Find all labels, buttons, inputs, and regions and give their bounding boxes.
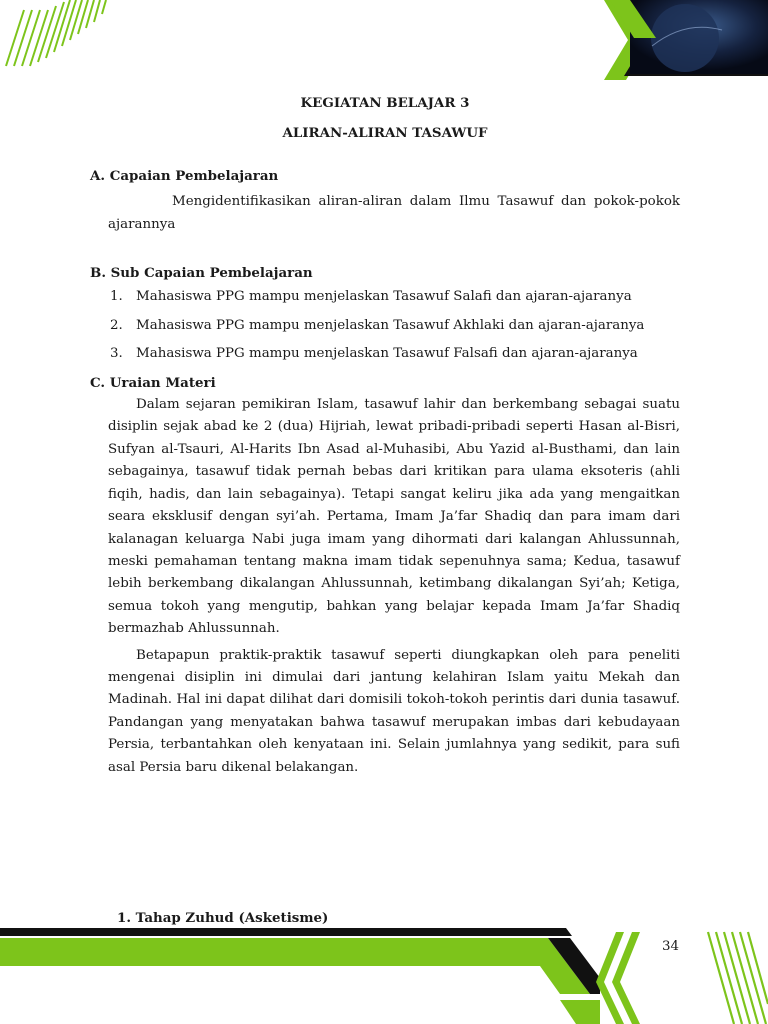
chapter-title: ALIRAN-ALIRAN TASAWUF <box>282 125 488 142</box>
subheading-tahap-zuhud: 1. Tahap Zuhud (Asketisme) <box>117 910 329 926</box>
document-page <box>90 92 680 783</box>
body-paragraph-2: Betapapun praktik-praktik tasawuf seperti diungkapkan oleh para peneliti mengenai disiplin ini dimulai dari jantung kelahiran Islam yaitu Mekah dan Madinah. Hal ini dapat dilihat dari domisili tokoh-tokoh perintis dari dunia tasawuf. Pandangan yang menyatakan bahwa tasawuf merupakan imbas dari kebudayaan Persia, terbantahkan oleh kenyataan ini. Selain jumlahnya yang sedikit, para sufi asal Persia baru dikenal belakangan. <box>108 647 680 775</box>
list-item <box>90 286 680 308</box>
list-item-text: Mahasiswa PPG mampu menjelaskan Tasawuf Akhlaki dan ajaran-ajaranya <box>136 317 645 333</box>
bottom-band-decoration <box>0 924 600 1024</box>
activity-title: KEGIATAN BELAJAR 3 <box>300 95 470 111</box>
top-left-stripes-decoration <box>0 0 140 70</box>
section-c-heading: C. Uraian Materi <box>90 374 216 391</box>
page-number: 34 <box>662 939 680 954</box>
list-item <box>90 315 680 337</box>
section-a-heading: A. Capaian Pembelajaran <box>90 167 279 184</box>
sub-outcomes-list <box>90 286 680 365</box>
section-b-heading: B. Sub Capaian Pembelajaran <box>90 265 313 282</box>
body-paragraph-1: Dalam sejaran pemikiran Islam, tasawuf lahir dan berkembang sebagai suatu disiplin sejak abad ke 2 (dua) Hijriah, lewat pribadi-pribadi seperti Hasan al-Bisri, Sufyan al-Tsauri, Al-Harits Ibn Asad al-Muhasibi, Abu Yazid al-Busthami, dan lain sebagainya, tasawuf tidak pernah bebas dari kritikan para ulama eksoteris (ahli fiqih, hadis, dan lain sebagainya). Tetapi sangat keliru jika ada yang mengaitkan seara eksklusif dengan syi’ah. Pertama, Imam Ja’far Shadiq dan para imam dari kalanagan keluarga Nabi juga imam yang dihormati dari kalangan Ahlussunnah, meski pemahaman tentang makna imam tidak sepenuhnya sama; Kedua, tasawuf lebih berkembang dikalangan Ahlussunnah, ketimbang dikalangan Syi’ah; Ketiga, semua tokoh yang mengutip, bahkan yang belajar kepada Imam Ja’far Shadiq bermazhab Ahlussunnah. <box>108 397 680 637</box>
planet-shape <box>651 4 719 72</box>
list-number: 1. <box>110 289 123 305</box>
top-right-planet-banner <box>590 0 768 80</box>
list-item <box>90 343 680 365</box>
section-a-text: Mengidentifikasikan aliran-aliran dalam Ilmu Tasawuf dan pokok-pokok ajarannya <box>108 194 680 232</box>
list-item-text: Mahasiswa PPG mampu menjelaskan Tasawuf Falsafi dan ajaran-ajaranya <box>136 346 638 362</box>
list-item-text: Mahasiswa PPG mampu menjelaskan Tasawuf Salafi dan ajaran-ajaranya <box>136 289 632 305</box>
list-number: 3. <box>110 346 123 362</box>
list-number: 2. <box>110 317 123 333</box>
